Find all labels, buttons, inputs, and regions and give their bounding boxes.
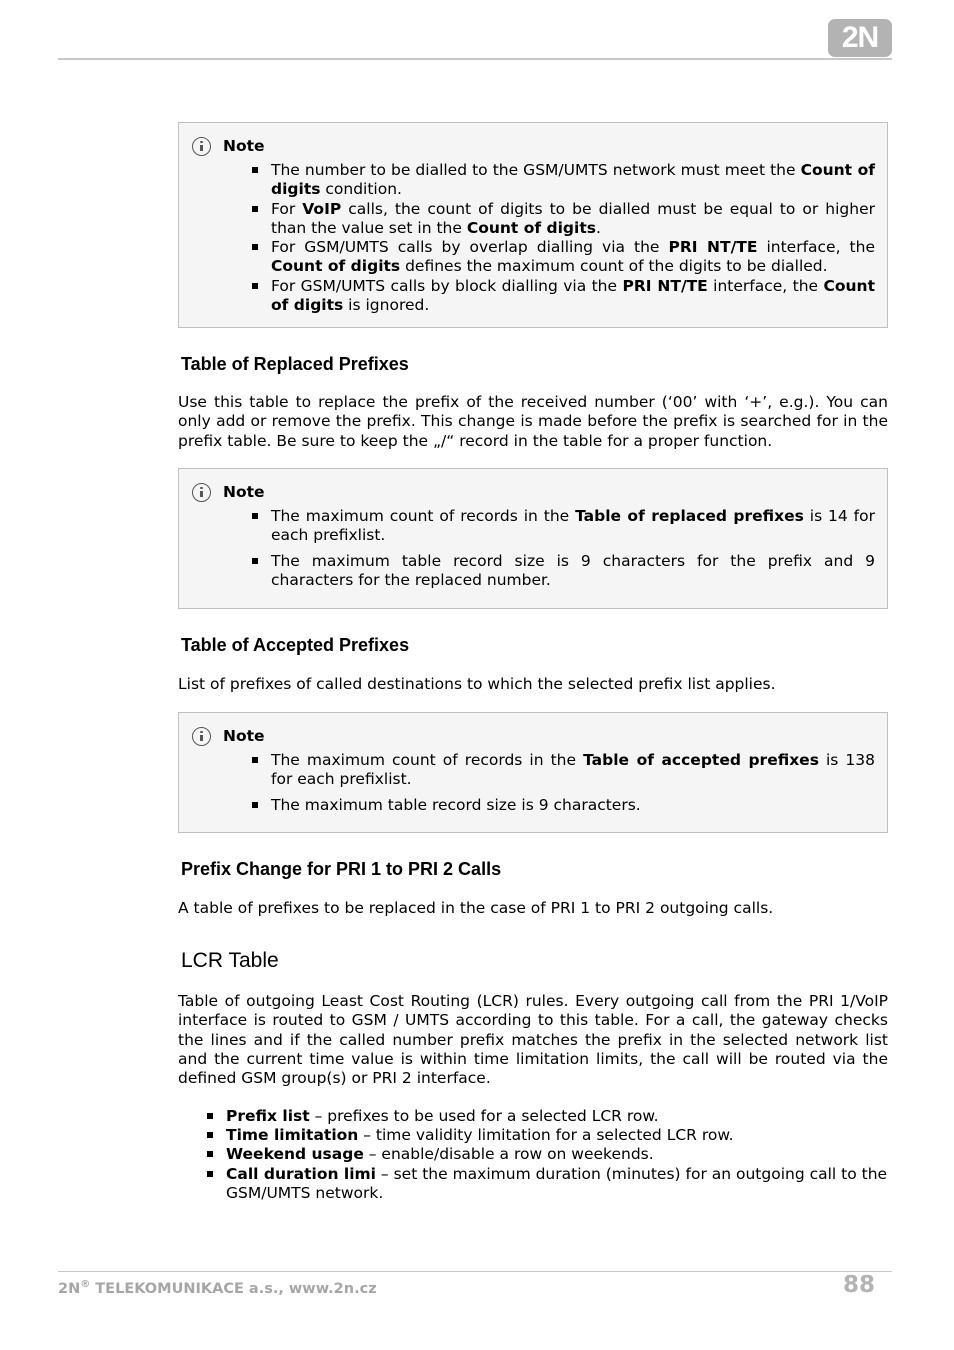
heading-lcr-table: LCR Table [181,949,279,972]
note-item: The maximum table record size is 9 characters for the prefix and 9 characters for the replaced number. [271,551,875,589]
paragraph-replaced-prefixes: Use this table to replace the prefix of the received number (‘00’ with ‘+’, e.g.). You can only add or remove the prefix. This change is made before the prefix is searched for in the prefix table. Be sure to keep the „/“ record in the table for a proper function. [178,393,888,450]
list-item: Call duration limi – set the maximum duration (minutes) for an outgoing call to the GSM/UMTS network. [226,1164,888,1202]
info-icon [192,137,211,156]
note-item: For VoIP calls, the count of digits to be dialled must be equal to or higher than the value set in the Count of digits. [271,199,875,237]
note-item: The maximum count of records in the Table of accepted prefixes is 138 for each prefixlist. [271,751,875,789]
paragraph-lcr-table: Table of outgoing Least Cost Routing (LCR) rules. Every outgoing call from the PRI 1/VoIP interface is routed to GSM / UMTS according to this table. For a call, the gateway checks the lines and if the called number prefix matches the prefix in the selected network list and the current time value is within time limitation limits, the call will be routed via the defined GSM group(s) or PRI 2 interface. [178,992,888,1088]
info-icon [192,483,211,502]
footer-divider [58,1271,892,1272]
list-item: Time limitation – time validity limitation for a selected LCR row. [226,1126,888,1145]
footer-company: 2N® TELEKOMUNIKACE a.s., www.2n.cz [58,1279,377,1297]
note-box-accepted-prefixes [178,712,888,833]
list-item: Weekend usage – enable/disable a row on weekends. [226,1145,888,1164]
note-item: For GSM/UMTS calls by overlap dialling via the PRI NT/TE interface, the Count of digits defines the maximum count of the digits to be dialled. [271,238,875,276]
paragraph-prefix-change-pri: A table of prefixes to be replaced in the case of PRI 1 to PRI 2 outgoing calls. [178,899,774,917]
note-item: The number to be dialled to the GSM/UMTS network must meet the Count of digits condition. [271,161,875,199]
note-box-replaced-prefixes [178,468,888,609]
note-item: The maximum count of records in the Table of replaced prefixes is 14 for each prefixlist. [271,507,875,545]
note-box-count-of-digits [178,122,888,328]
heading-prefix-change-pri: Prefix Change for PRI 1 to PRI 2 Calls [181,859,502,879]
note-item: The maximum table record size is 9 characters. [271,796,875,815]
header-divider [58,58,892,60]
page-number: 88 [842,1272,875,1298]
note-item: For GSM/UMTS calls by block dialling via the PRI NT/TE interface, the Count of digits is ignored. [271,276,876,315]
list-item: Prefix list – prefixes to be used for a selected LCR row. [226,1107,888,1126]
lcr-parameter-list [226,1107,888,1203]
note-title: Note [223,727,265,745]
info-icon [192,727,211,746]
note-title: Note [223,483,265,501]
heading-table-of-accepted-prefixes: Table of Accepted Prefixes [181,635,410,655]
2n-logo: 2N [828,19,892,57]
paragraph-accepted-prefixes: List of prefixes of called destinations to which the selected prefix list applies. [178,675,776,693]
heading-table-of-replaced-prefixes: Table of Replaced Prefixes [181,354,409,374]
note-title: Note [223,137,265,155]
